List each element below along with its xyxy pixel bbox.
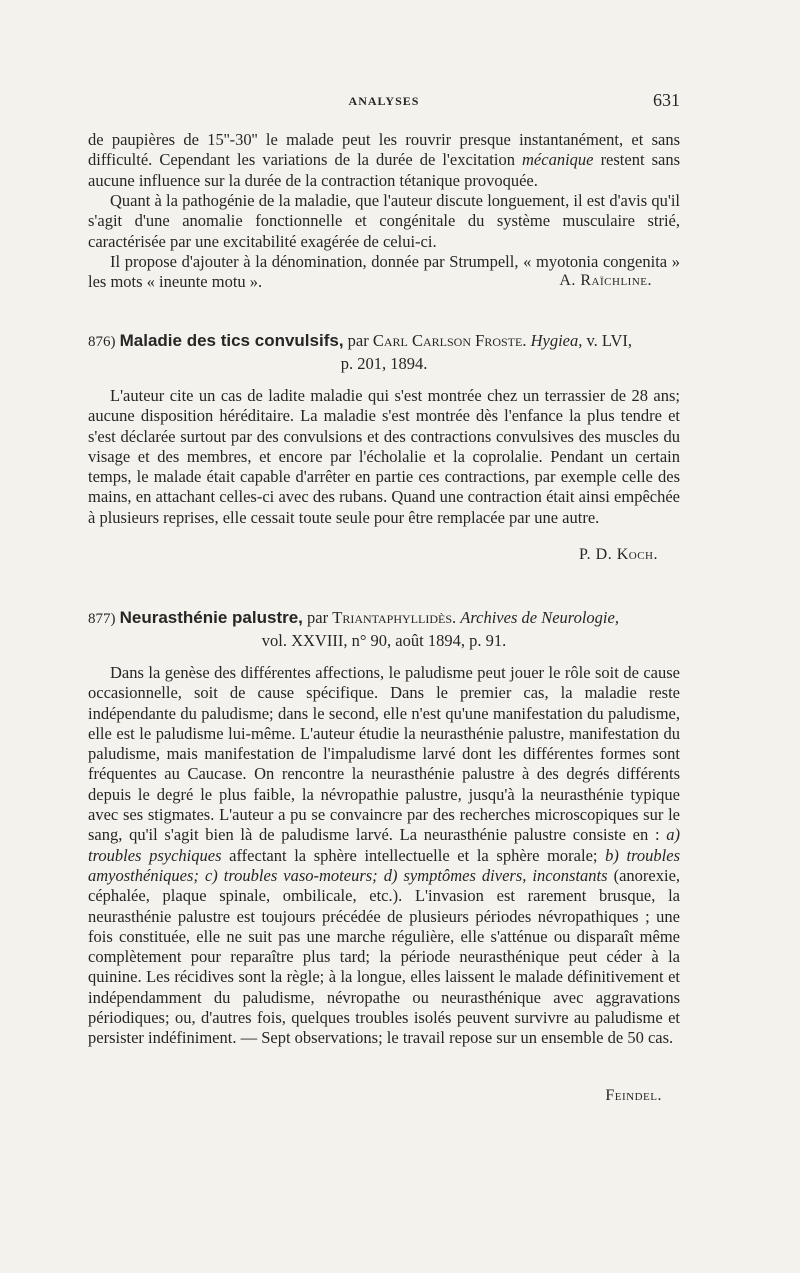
entry-reference: vol. XXVIII, n° 90, août 1894, p. 91. <box>261 631 507 650</box>
continuation-text-end: restent sans aucune influence sur la durée de la contraction tétanique provoquée. <box>88 150 681 190</box>
continuation-text: de paupières de 15''-30'' le malade peut les rouvrir presque instantanément, et sans difficulté. Cependant les variations de la durée de l'excitation <box>88 130 680 170</box>
continuation-emphasis: mécanique <box>522 150 594 170</box>
continuation-paragraph-2: Quant à la pathogénie de la maladie, que l'auteur discute longuement, il est d'avis qu'il s'agit d'une anomalie fonctionnelle et congénitale du système musculaire strié, caractérisée par une excitabilité exagérée de celui-ci. <box>88 191 680 251</box>
entry-journal: Archives de Neurologie, <box>460 608 619 627</box>
entry-reference: v. LVI, <box>586 331 633 350</box>
page-number: 631 <box>653 90 680 110</box>
item-b: b) troubles amyosthéniques; <box>88 845 680 885</box>
item-c: c) troubles vaso-moteurs; <box>204 865 378 885</box>
signature-raichline: A. Raïchline. <box>559 272 652 289</box>
entry-number: 877) <box>88 611 116 627</box>
page-header <box>88 90 680 114</box>
entry-877-body <box>88 663 680 1049</box>
entry-reference-pages: p. 201, 1894. <box>340 354 428 373</box>
entry-author: Triantaphyllidès. <box>332 608 457 627</box>
continuation-paragraph-3: Il propose d'ajouter à la dénomination, donnée par Strumpell, « myotonia congenita » les mots « ineunte motu ». <box>88 252 680 292</box>
item-a-text: affectant la sphère intellectuelle et la sphère morale; <box>229 845 598 865</box>
continuation-paragraph-1 <box>88 130 680 191</box>
entry-par: par <box>347 331 369 350</box>
body-text-a: Dans la genèse des différentes affections, le paludisme peut jouer le rôle soit de cause occasionnelle, soit de cause spécifique. Dans le premier cas, la maladie reste indépendante du paludisme; dans le second, elle n'est qu'une manifestation du paludisme, elle est le paludisme lui-même. L'auteur étudie la neurasthénie palustre, manifestation du paludisme, mais manifestation de l'impaludisme larvé dont les différentes formes sont fréquentes au Caucase. On rencontre la neurasthénie palustre à des degrés différents depuis le degré le plus faible, la névropathie palustre, jusqu'à la neurasthénie typique avec ses stigmates. L'auteur a pu se convaincre par des recherches microscopiques sur le sang, qu'il s'agit bien là de paludisme larvé. La neurasthénie palustre consiste en : <box>88 663 680 845</box>
signature-feindel: Feindel. <box>605 1087 662 1104</box>
entry-title: Neurasthénie palustre, <box>119 608 303 627</box>
entry-author: Carl Carlson Froste. <box>372 331 527 350</box>
entry-journal: Hygiea, <box>530 331 583 350</box>
entry-par: par <box>307 608 329 627</box>
running-title: ANALYSES <box>348 94 420 108</box>
body-text-b: (anorexie, céphalée, plaque spinale, ombilicale, etc.). L'invasion est rarement brusque, la neurasthénie palustre est toujours précédée de plusieurs périodes névropathiques ; une fois constituée, elle ne suit pas une marche régulière, elle s'atténue ou disparaît même complètement pour reparaître plus tard; la période neurasthénique peut céder à la quinine. Les récidives sont la règle; à la longue, elles laissent le malade définitivement et indépendamment du paludisme, névropathe ou neurasthénique avec aggravations périodiques; ou, d'autres fois, quelques troubles isolés peuvent survivre au paludisme et persister indéfiniment. — Sept observations; le travail repose sur un ensemble de 50 cas. <box>88 865 681 1048</box>
entry-876-body: L'auteur cite un cas de ladite maladie qui s'est montrée chez un terrassier de 28 ans; aucune disposition héréditaire. La maladie s'est montrée dès l'enfance la plus tendre et s'est déclarée surtout par des convulsions et des contractions convulsives des muscles du visage et des membres, et encore par l'écholalie et la coprolalie. Pendant un certain temps, le malade était capable d'arrêter en partie ces contractions, par exemple celle des mains, en attachant celles-ci avec des rubans. Quand une contraction était ainsi empêchée à plusieurs reprises, elle cessait toute seule pour être remplacée par une autre. <box>88 386 680 527</box>
signature-koch: P. D. Koch. <box>579 546 658 563</box>
item-d: d) symptômes divers, inconstants <box>383 865 608 885</box>
entry-876-heading <box>88 330 680 374</box>
entry-title: Maladie des tics convulsifs, <box>119 331 344 350</box>
item-a: a) troubles psychiques <box>88 825 680 865</box>
entry-number: 876) <box>88 334 116 350</box>
entry-877-heading <box>88 607 680 651</box>
